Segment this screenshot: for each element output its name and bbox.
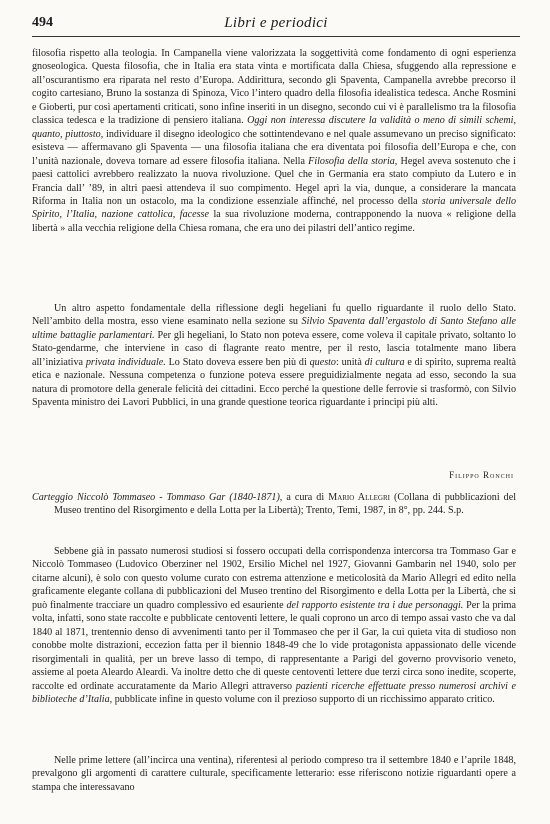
text-run: e di spirito, suprema realtà etica e nazionale. Nessuna competenza o funzione poteva essere preguidizialmente negata ad esso, secondo la sua natura di promotore della generale felicità dei cittadini. Ecco perché la questione delle ferrovie si trasformò, con Silvio Spaventa ministro dei Lavori Pubblici, in una grande questione teorica riguardante i princìpi più alti. xyxy=(32,356,516,409)
text-run: a cura di xyxy=(282,492,329,503)
text-run: Nelle prime lettere (all’incirca una ventina), riferentesi al periodo compreso tra il settembre 1840 e l’aprile 1848, prevalgono gli argomenti di carattere culturale, specificamente letterario: esse riferiscono notizie riguardanti opere a stampa che interessavano xyxy=(32,755,516,793)
text-run: : unità xyxy=(335,356,365,368)
running-header xyxy=(32,15,520,37)
page-number: 494 xyxy=(32,15,53,30)
bibliographic-entry xyxy=(32,491,516,518)
text-run: Per gli hegeliani, lo Stato non poteva essere, come voleva il capitale privato, soltanto lo Stato-gendarme, che interviene in caso di flagrante reato mentre, per il resto, lascia totalmente mano libera all’iniziativa xyxy=(32,329,516,368)
review-paragraph-3 xyxy=(32,545,516,706)
text-run: Oggi non interessa discutere la validità o meno di simili schemi, quanto, piuttosto, xyxy=(32,115,516,140)
paragraph xyxy=(32,47,516,235)
paragraph xyxy=(32,754,516,794)
text-run: pazienti ricerche effettuate presso numerosi archivi e biblioteche d’Italia, xyxy=(32,680,516,705)
paragraph xyxy=(32,302,516,410)
text-run: filosofia rispetto alla teologia. In Campanella viene valorizzata la soggettività come fondamento di ogni esperienza gnoseologica. Questa filosofia, che in Italia era stata vinta e mortificata dalla Chiesa, sfuggendo alla repressione e all’oscurantismo era riparata nel resto d’Europa. Addirittura, secondo gli Spaventa, Campanella avrebbe precorso il cogito cartesiano, Bruno la sostanza di Spinoza, Vico l’intero quadro della filosofia idealistica tedesca. Anche Rosmini e Gioberti, pur così apertamenti criticati, sono infine inseriti in un disegno, secondo cui vi è parallelismo tra la filosofia classica tedesca e la tradizione di pensiero italiana. xyxy=(32,48,516,127)
text-run: privata individuale. xyxy=(85,356,166,368)
text-run: Lo Stato doveva essere ben più di xyxy=(165,356,310,368)
text-run: Un altro aspetto fondamentale della riflessione degli hegeliani fu quello riguardante il ruolo dello Stato. Nell’ambito della mostra, esso viene esaminato nella sezione su xyxy=(32,303,516,328)
text-run: questo xyxy=(309,356,336,368)
running-title: Libri e periodici xyxy=(224,15,328,31)
review-paragraph-4 xyxy=(32,754,516,794)
review-paragraph-2 xyxy=(32,302,516,410)
text-run: Filosofia della storia, xyxy=(308,155,398,167)
text-run: Carteggio Niccolò Tommaseo - Tommaso Gar (1840-1871), xyxy=(32,492,283,503)
text-run: Per la prima volta, infatti, sono state raccolte e pubblicate centoventi lettere, le quali coprono un arco di tempo assai vasto che va dal 1840 al 1871, trentennio denso di avvenimenti tanto per il Tommaseo che per il Gar, la cui quieta vita di studioso non conobbe molte distrazioni, eccezion fatta per il biennio 1848-49 che lo vide protagonista appassionato delle vicende risorgimentali in qualità, per un breve lasso di tempo, di rappresentante a Parigi del governo provvisorio veneto, assieme al poeta Aleardo Aleardi. Va inoltre detto che di queste centoventi lettere due terzi circa sono inedite, scoperte, raccolte ed ordinate accuratamente da Mario Allegri attraverso xyxy=(32,599,516,692)
text-run: Sebbene già in passato numerosi studiosi si fossero occupati della corrispondenza intercorsa tra Tommaso Gar e Niccolò Tommaseo (Ludovico Oberziner nel 1902, Ersilio Michel nel 1927, Giovanni Gambarin nel 1940, solo per citarne alcuni), è solo con questo volume curato con estrema attenzione e meticolosità da Mario Allegri ed edito nella graficamente elegante collana di pubblicazioni del Museo trentino del Risorgimento e della Lotta per la Libertà, che si può finalmente tracciare un quadro complessivo ed esauriente xyxy=(32,546,516,611)
paragraph xyxy=(32,545,516,706)
text-run: di cultura xyxy=(364,356,405,368)
text-run: (Collana di pubblicazioni del Museo trentino del Risorgimento e della Lotta per la Libertà); Trento, Temi, 1987, in 8°, pp. 244. S.p. xyxy=(54,492,517,517)
header-rule xyxy=(32,36,520,37)
text-run: Silvio Spaventa dall’ergastolo di Santo Stefano alle ultime battaglie parlamentari. xyxy=(32,316,517,341)
text-run: del rapporto esistente tra i due personaggi. xyxy=(286,599,464,611)
review-signature: Filippo Ronchi xyxy=(449,470,514,480)
text-run: individuare il disegno ideologico che sottintendevano e nel quale assumevano un preciso significato: esisteva — affermavano gli Spaventa — una filosofia italiana che era diventata poi filosofia dell’Europa e che, con l’unità nazionale, doveva tornare ad essere filosofia italiana. Nella xyxy=(32,128,516,167)
text-run: Hegel aveva sostenuto che i paesi cattolici avrebbero realizzato la nuova rivoluzione. Quel che in Germania era stato compiuto da Lutero e in Francia dall’ ’89, in altri paesi attendeva il suo compimento. Hegel aprì la via, dunque, a considerare la mancata Riforma in Italia non un ostacolo, ma la condizione essenziale affinché, nel processo della xyxy=(32,155,516,207)
text-run: Mario Allegri xyxy=(328,492,390,503)
text-run: la sua rivoluzione moderna, contrapponendo la nuova « religione della libertà » alla vecchia religione della Chiesa romana, che era uno dei pilastri dell’antico regime. xyxy=(32,209,516,234)
text-run: storia universale dello Spirito, l’Italia, nazione cattolica, facesse xyxy=(32,195,516,221)
review-paragraph-1 xyxy=(32,47,516,235)
citation xyxy=(32,491,516,518)
text-run: pubblicate infine in questo volume con il prezioso supporto di un ricchissimo apparato critico. xyxy=(112,693,495,705)
